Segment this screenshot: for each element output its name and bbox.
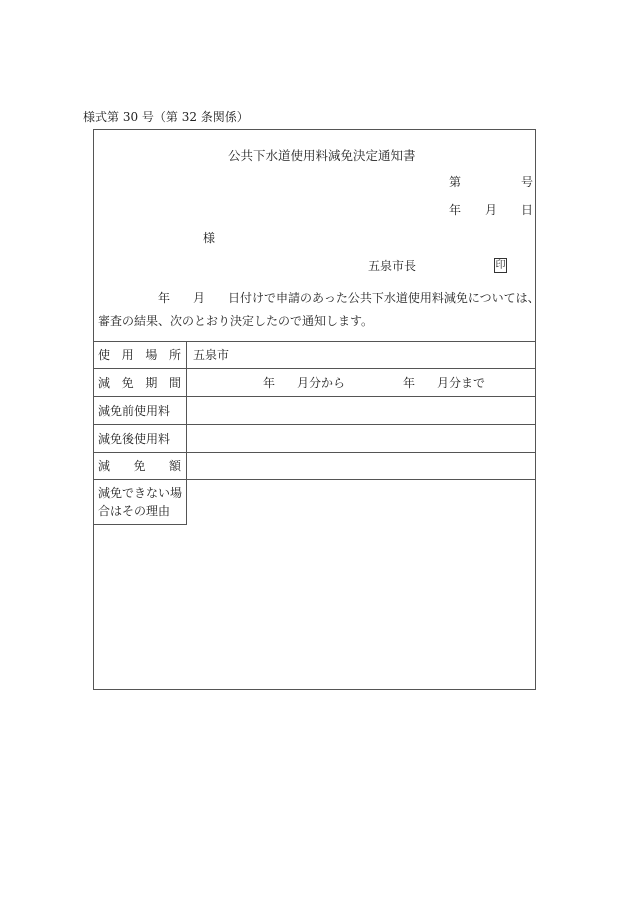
row-divider xyxy=(93,452,536,453)
label-reason-line1: 減免できない場 xyxy=(98,486,183,500)
value-usage-location[interactable]: 五泉市 xyxy=(193,348,230,362)
label-fee-after-reduction: 減免後使用料 xyxy=(98,432,171,446)
label-usage-location: 使 用 場 所 xyxy=(98,348,181,362)
doc-number-suffix: 号 xyxy=(521,175,534,189)
body-month: 月 xyxy=(193,291,206,305)
period-from-month: 月分から xyxy=(297,376,346,390)
date-month: 月 xyxy=(485,203,498,217)
reason-label-bottom-rule xyxy=(93,524,187,525)
period-to-month: 月分まで xyxy=(437,376,486,390)
period-to-year: 年 xyxy=(403,376,416,390)
date-year: 年 xyxy=(449,203,462,217)
label-column-divider xyxy=(186,341,187,525)
period-from-year: 年 xyxy=(263,376,276,390)
issuer-name: 五泉市長 xyxy=(368,259,417,273)
form-number: 様式第 30 号（第 32 条関係） xyxy=(83,110,249,124)
seal-mark: 印 xyxy=(495,260,506,271)
label-reduction-period: 減 免 期 間 xyxy=(98,376,181,390)
row-divider xyxy=(93,368,536,369)
row-divider xyxy=(93,479,536,480)
table-top-rule xyxy=(93,341,536,342)
row-divider xyxy=(93,396,536,397)
label-reduction-amount: 減 免 額 xyxy=(98,459,181,473)
date-day: 日 xyxy=(521,203,534,217)
body-line1: 日付けで申請のあった公共下水道使用料減免については、 xyxy=(228,291,540,305)
body-year: 年 xyxy=(158,291,171,305)
label-fee-before-reduction: 減免前使用料 xyxy=(98,404,171,418)
body-line2: 審査の結果、次のとおり決定したので通知します。 xyxy=(98,314,374,328)
label-reason-line2: 合はその理由 xyxy=(98,504,171,518)
row-divider xyxy=(93,424,536,425)
document-title: 公共下水道使用料減免決定通知書 xyxy=(228,148,416,163)
doc-number-prefix: 第 xyxy=(449,175,462,189)
addressee-suffix: 様 xyxy=(203,231,216,245)
